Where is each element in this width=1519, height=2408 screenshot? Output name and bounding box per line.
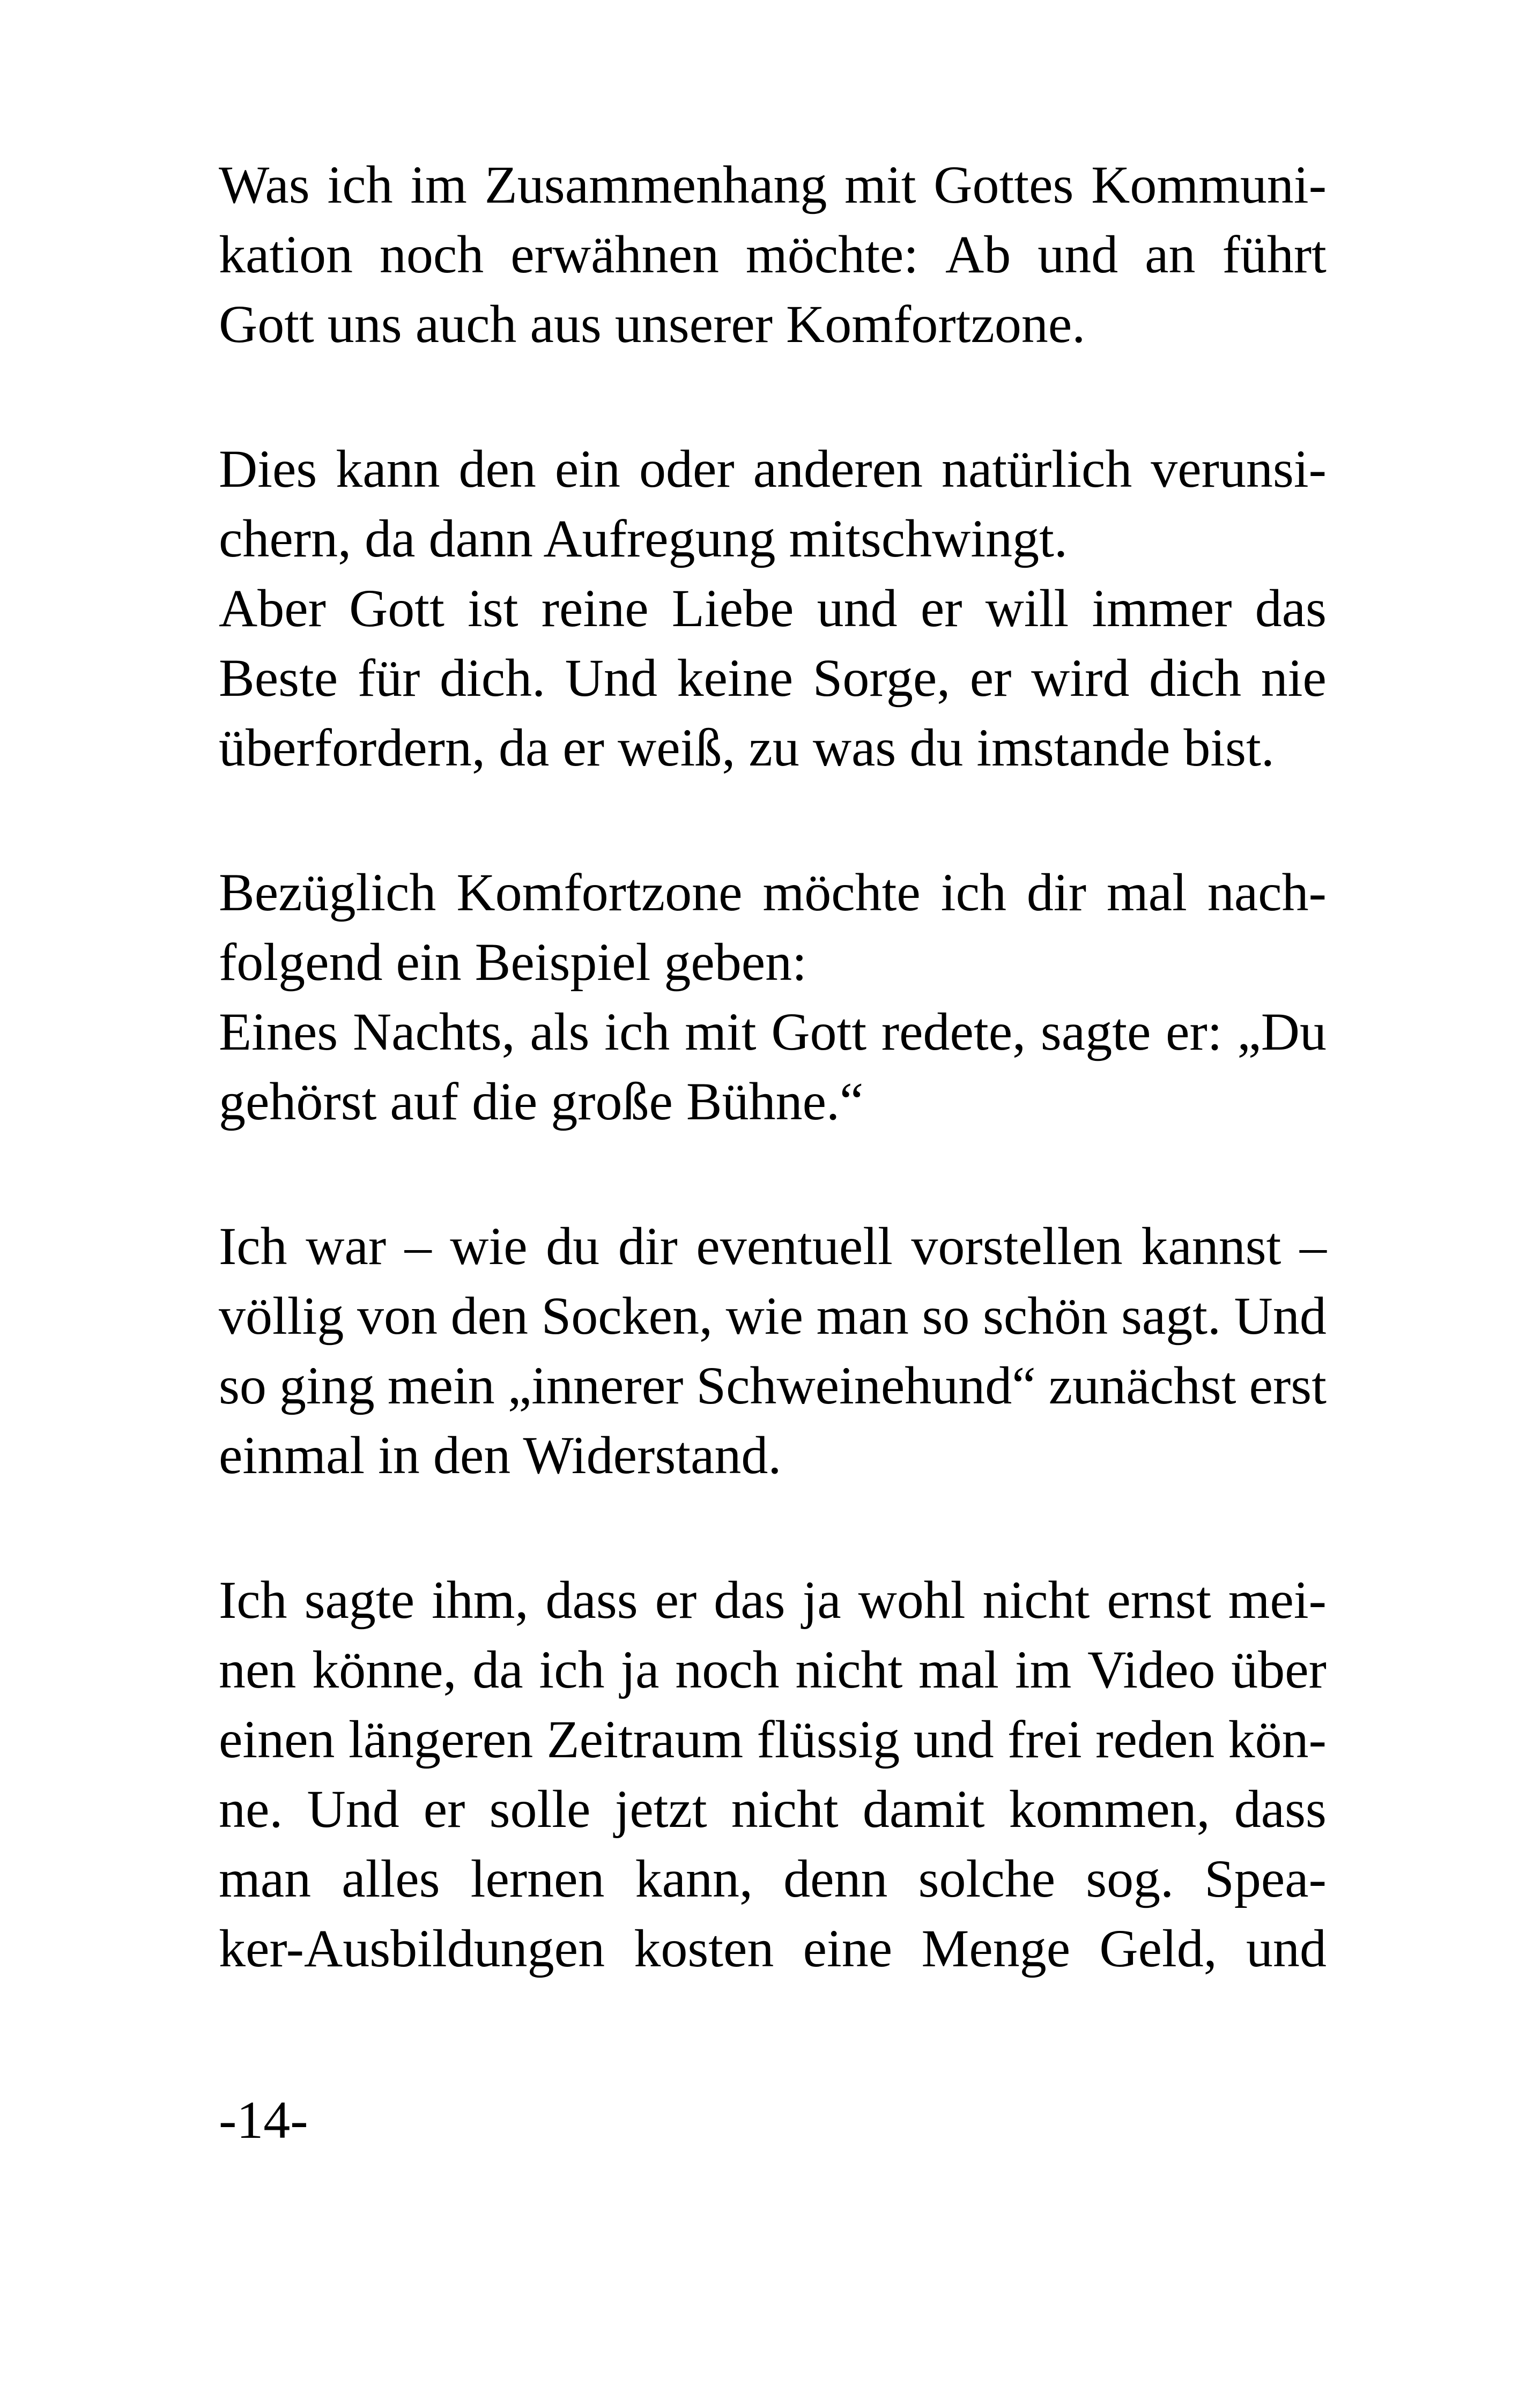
word: ich [940, 863, 1006, 922]
word: kön- [1228, 1710, 1327, 1769]
text-line [219, 220, 1327, 289]
word: möchte [762, 863, 921, 922]
word: Socken, [541, 1286, 713, 1346]
word: er: [1166, 1002, 1222, 1061]
word: oder [639, 439, 735, 499]
word: das [1255, 578, 1327, 638]
word: er [969, 648, 1012, 708]
word: als [530, 1002, 590, 1061]
word: schön [983, 1286, 1108, 1346]
word: solche [918, 1849, 1056, 1908]
word: mit [685, 1002, 757, 1061]
word: Was [219, 155, 310, 214]
word: er [423, 1779, 465, 1839]
word: er [655, 1570, 697, 1630]
text-line [219, 434, 1327, 504]
word: dass [545, 1570, 638, 1630]
word: Bezüglich [219, 863, 436, 922]
text-line [219, 1565, 1327, 1635]
word: frei [1007, 1710, 1082, 1769]
word: kommen, [1009, 1779, 1210, 1839]
word: jetzt [614, 1779, 707, 1839]
word: Gott [771, 1002, 867, 1061]
word: wird [1031, 648, 1130, 708]
word: wie [725, 1286, 804, 1346]
word: mein [387, 1356, 495, 1415]
word: dich. [439, 648, 546, 708]
word: führt [1222, 225, 1327, 284]
word: Kommuni- [1091, 155, 1327, 214]
word: da [472, 1640, 523, 1699]
word: Video [1087, 1640, 1216, 1699]
word: Gott [349, 578, 444, 638]
word: dich [1148, 648, 1242, 708]
word: Ab [945, 225, 1011, 284]
word: „Du [1237, 1002, 1327, 1061]
word: noch [379, 225, 484, 284]
word: dir [618, 1216, 678, 1276]
word: Nachts, [352, 1002, 515, 1061]
word: ne. [219, 1779, 283, 1839]
word: man [816, 1286, 909, 1346]
word: ihm, [432, 1570, 529, 1630]
word: nach- [1207, 863, 1327, 922]
word: den [450, 1286, 528, 1346]
word: redete, [881, 1002, 1026, 1061]
word: Spea- [1204, 1849, 1327, 1908]
word: nicht [982, 1570, 1090, 1630]
word: für [357, 648, 420, 708]
word: verunsi- [1151, 439, 1327, 499]
text-line [219, 858, 1327, 927]
word: so [219, 1356, 266, 1415]
word: Und [1234, 1286, 1327, 1346]
word: „innerer [507, 1356, 684, 1415]
word: erst [1249, 1356, 1327, 1415]
word: keine [677, 648, 794, 708]
word: Menge [921, 1919, 1071, 1978]
word: Zeitraum [546, 1710, 744, 1769]
word: alles [342, 1849, 440, 1908]
word: kannst [1141, 1216, 1281, 1276]
word: anderen [753, 439, 923, 499]
text-line [219, 1914, 1327, 1983]
word: so [922, 1286, 970, 1346]
word: ich [604, 1002, 670, 1061]
word: den [458, 439, 536, 499]
word: mit [844, 155, 916, 214]
word: wohl [858, 1570, 966, 1630]
text-line [219, 1774, 1327, 1844]
page-number: -14- [219, 2090, 308, 2150]
word: einen [219, 1710, 335, 1769]
word: man [219, 1849, 312, 1908]
word: Und [307, 1779, 399, 1839]
text-line: Gott uns auch aus unserer Komfortzone. [219, 294, 1086, 354]
word: ging [279, 1356, 375, 1415]
word: Dies [219, 439, 317, 499]
word: könne, [312, 1640, 457, 1699]
word: Ich [219, 1216, 287, 1276]
text-line: überfordern, da er weiß, zu was du imstande bist. [219, 718, 1275, 777]
word: eine [803, 1919, 893, 1978]
word: eventuell [696, 1216, 893, 1276]
word: – [404, 1216, 432, 1276]
word: Und [565, 648, 657, 708]
text-column [219, 150, 1327, 2058]
word: kation [219, 225, 353, 284]
word: Liebe [671, 578, 794, 638]
text-line [219, 150, 1327, 220]
word: war [306, 1216, 387, 1276]
text-line: folgend ein Beispiel geben: [219, 932, 807, 992]
word: und [1246, 1919, 1327, 1978]
word: reden [1095, 1710, 1215, 1769]
word: nen [219, 1640, 297, 1699]
word: will [985, 578, 1069, 638]
word: immer [1092, 578, 1232, 638]
word: flüssig [757, 1710, 900, 1769]
word: nicht [731, 1779, 839, 1839]
word: kann [336, 439, 440, 499]
word: völlig [219, 1286, 344, 1346]
word: im [1014, 1640, 1072, 1699]
word: zunächst [1048, 1356, 1236, 1415]
word: ernst [1107, 1570, 1211, 1630]
word: von [357, 1286, 438, 1346]
text-line: chern, da dann Aufregung mitschwingt. [219, 509, 1068, 568]
word: er [920, 578, 962, 638]
word: Gottes [933, 155, 1074, 214]
text-line [219, 1281, 1327, 1351]
word: an [1145, 225, 1196, 284]
text-line [219, 1351, 1327, 1421]
word: Eines [219, 1002, 338, 1061]
word: wie [450, 1216, 528, 1276]
word: sagte [304, 1570, 415, 1630]
paragraph-block [219, 150, 1327, 359]
text-line [219, 1635, 1327, 1705]
word: Schweinehund“ [696, 1356, 1036, 1415]
text-line: einmal in den Widerstand. [219, 1425, 782, 1485]
word: ich [539, 1640, 605, 1699]
text-line [219, 997, 1327, 1067]
word: dass [1234, 1779, 1327, 1839]
word: ja [802, 1570, 841, 1630]
word: nicht [795, 1640, 903, 1699]
text-line [219, 1705, 1327, 1774]
word: lernen [470, 1849, 605, 1908]
word: längeren [348, 1710, 533, 1769]
word: und [913, 1710, 994, 1769]
word: sog. [1086, 1849, 1174, 1908]
word: ein [554, 439, 621, 499]
text-line [219, 574, 1327, 643]
word: ist [468, 578, 518, 638]
word: mei- [1228, 1570, 1327, 1630]
word: kann, [635, 1849, 753, 1908]
word: damit [862, 1779, 985, 1839]
word: mal [918, 1640, 999, 1699]
word: Sorge, [812, 648, 951, 708]
word: Aber [219, 578, 326, 638]
paragraph-block [219, 1212, 1327, 1490]
word: noch [675, 1640, 780, 1699]
word: Beste [219, 648, 338, 708]
paragraph-block [219, 858, 1327, 1136]
word: ker-Ausbildungen [219, 1919, 605, 1978]
word: sagte [1040, 1002, 1151, 1061]
word: reine [541, 578, 649, 638]
word: ich [327, 155, 393, 214]
word: du [546, 1216, 600, 1276]
word: Komfortzone [456, 863, 743, 922]
word: vorstellen [911, 1216, 1123, 1276]
paragraph-block [219, 1565, 1327, 1983]
text-line: gehörst auf die große Bühne.“ [219, 1072, 864, 1131]
text-line [219, 1212, 1327, 1281]
text-line [219, 1844, 1327, 1914]
word: erwähnen [510, 225, 719, 284]
word: dir [1026, 863, 1086, 922]
word: Geld, [1099, 1919, 1217, 1978]
word: ja [620, 1640, 660, 1699]
text-line [219, 643, 1327, 713]
word: und [1038, 225, 1118, 284]
word: denn [783, 1849, 888, 1908]
word: – [1299, 1216, 1327, 1276]
word: Ich [219, 1570, 287, 1630]
word: solle [489, 1779, 591, 1839]
word: das [714, 1570, 786, 1630]
word: kosten [634, 1919, 774, 1978]
word: möchte: [745, 225, 919, 284]
word: und [817, 578, 898, 638]
word: Zusammenhang [484, 155, 827, 214]
paragraph-block [219, 434, 1327, 783]
word: über [1231, 1640, 1327, 1699]
word: nie [1261, 648, 1327, 708]
word: sagt. [1121, 1286, 1221, 1346]
word: im [410, 155, 467, 214]
word: mal [1106, 863, 1187, 922]
word: natürlich [941, 439, 1132, 499]
